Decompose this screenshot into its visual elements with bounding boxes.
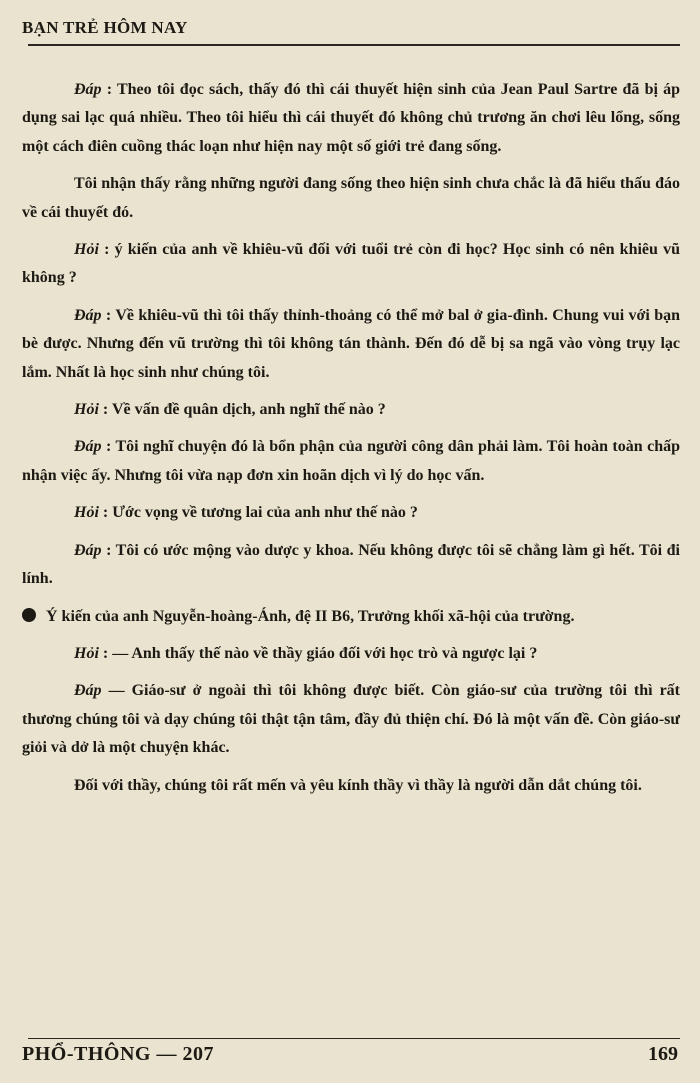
qa-paragraph xyxy=(22,677,680,762)
paragraph-text: Đối với thầy, chúng tôi rất mến và yêu kính thầy vì thầy là người dẫn dắt chúng tôi. xyxy=(74,776,642,794)
qa-paragraph xyxy=(22,433,680,490)
speaker-label: Đáp xyxy=(74,81,102,98)
qa-paragraph xyxy=(22,499,680,527)
speaker-label: Đáp xyxy=(74,438,102,456)
label-separator: : xyxy=(98,401,112,419)
qa-paragraph xyxy=(22,396,680,424)
article-body xyxy=(22,76,680,809)
header-rule xyxy=(28,44,680,46)
speaker-label: Hỏi xyxy=(74,401,99,419)
qa-paragraph xyxy=(22,236,680,293)
label-separator: : xyxy=(101,306,116,324)
footer-rule xyxy=(28,1038,680,1039)
page-number: 169 xyxy=(648,1043,678,1065)
paragraph xyxy=(22,170,680,227)
speaker-label: Hỏi xyxy=(74,644,99,662)
label-separator: : xyxy=(101,81,117,98)
speaker-label: Hỏi xyxy=(74,504,99,522)
paragraph-text: Ý kiến của anh Nguyễn-hoàng-Ánh, đệ II B6, Trưởng khối xã-hội của trường. xyxy=(46,607,575,625)
bullet-dot-icon xyxy=(22,608,36,622)
label-separator: : xyxy=(101,541,116,559)
qa-paragraph xyxy=(22,537,680,594)
paragraph-text: Về vấn đề quân dịch, anh nghĩ thế nào ? xyxy=(111,401,386,419)
paragraph-text: Theo tôi đọc sách, thấy đó thì cái thuyết hiện sinh của Jean Paul Sartre đã bị áp dụng sai lạc quá nhiều. Theo tôi hiểu thì cái thuyết đó không chủ trương ăn chơi lêu lổng, sống một cách điên cuồng thác loạn như hiện nay một số giới trẻ đang sống. xyxy=(22,81,680,155)
paragraph-text: Tôi nghĩ chuyện đó là bổn phận của người công dân phải làm. Tôi hoàn toàn chấp nhận việc ấy. Nhưng tôi vừa nạp đơn xin hoãn dịch vì lý do học vấn. xyxy=(22,438,680,484)
paragraph-text: — Anh thấy thế nào về thầy giáo đối với học trò và ngược lại ? xyxy=(112,644,538,662)
speaker-label: Đáp xyxy=(74,682,102,700)
footer-publication: PHỔ-THÔNG — 207 xyxy=(22,1043,214,1065)
paragraph-text: ý kiến của anh về khiêu-vũ đối với tuổi trẻ còn đi học? Học sinh có nên khiêu vũ không ? xyxy=(22,241,681,287)
label-separator: : xyxy=(98,644,113,662)
qa-paragraph xyxy=(22,76,680,161)
qa-paragraph xyxy=(22,302,680,387)
paragraph-text: Tôi có ước mộng vào dược y khoa. Nếu không được tôi sẽ chẳng làm gì hết. Tôi đi lính. xyxy=(22,541,680,588)
running-header: BẠN TRẺ HÔM NAY xyxy=(22,18,188,37)
speaker-label: Đáp xyxy=(74,541,102,559)
speaker-label: Hỏi xyxy=(74,241,99,259)
label-separator: : xyxy=(98,504,113,522)
paragraph-text: Ước vọng về tương lai của anh như thế nào ? xyxy=(112,504,418,522)
label-separator: : xyxy=(98,241,115,259)
paragraph-text: Giáo-sư ở ngoài thì tôi không được biết. Còn giáo-sư của trường tôi thì rất thương chúng tôi và dạy chúng tôi thật tận tâm, đầy đủ thiện chí. Đó là một vấn đề. Còn giáo-sư giỏi và dở là một chuyện khác. xyxy=(22,682,681,757)
paragraph xyxy=(22,772,680,800)
qa-paragraph xyxy=(22,640,680,668)
paragraph-text: Tôi nhận thấy rằng những người đang sống theo hiện sinh chưa chắc là đã hiểu thấu đáo về cái thuyết đó. xyxy=(22,175,680,221)
bullet-paragraph xyxy=(22,603,680,631)
label-separator: : xyxy=(101,438,116,456)
paragraph-text: Về khiêu-vũ thì tôi thấy thỉnh-thoảng có thể mở bal ở gia-đình. Chung vui với bạn bè được. Nhưng đến vũ trường thì tôi không tán thành. Đến đó dễ bị sa ngã vào vòng trụy lạc lắm. Nhất là học sinh như chúng tôi. xyxy=(22,306,680,381)
label-separator: — xyxy=(101,682,132,700)
speaker-label: Đáp xyxy=(74,306,102,324)
